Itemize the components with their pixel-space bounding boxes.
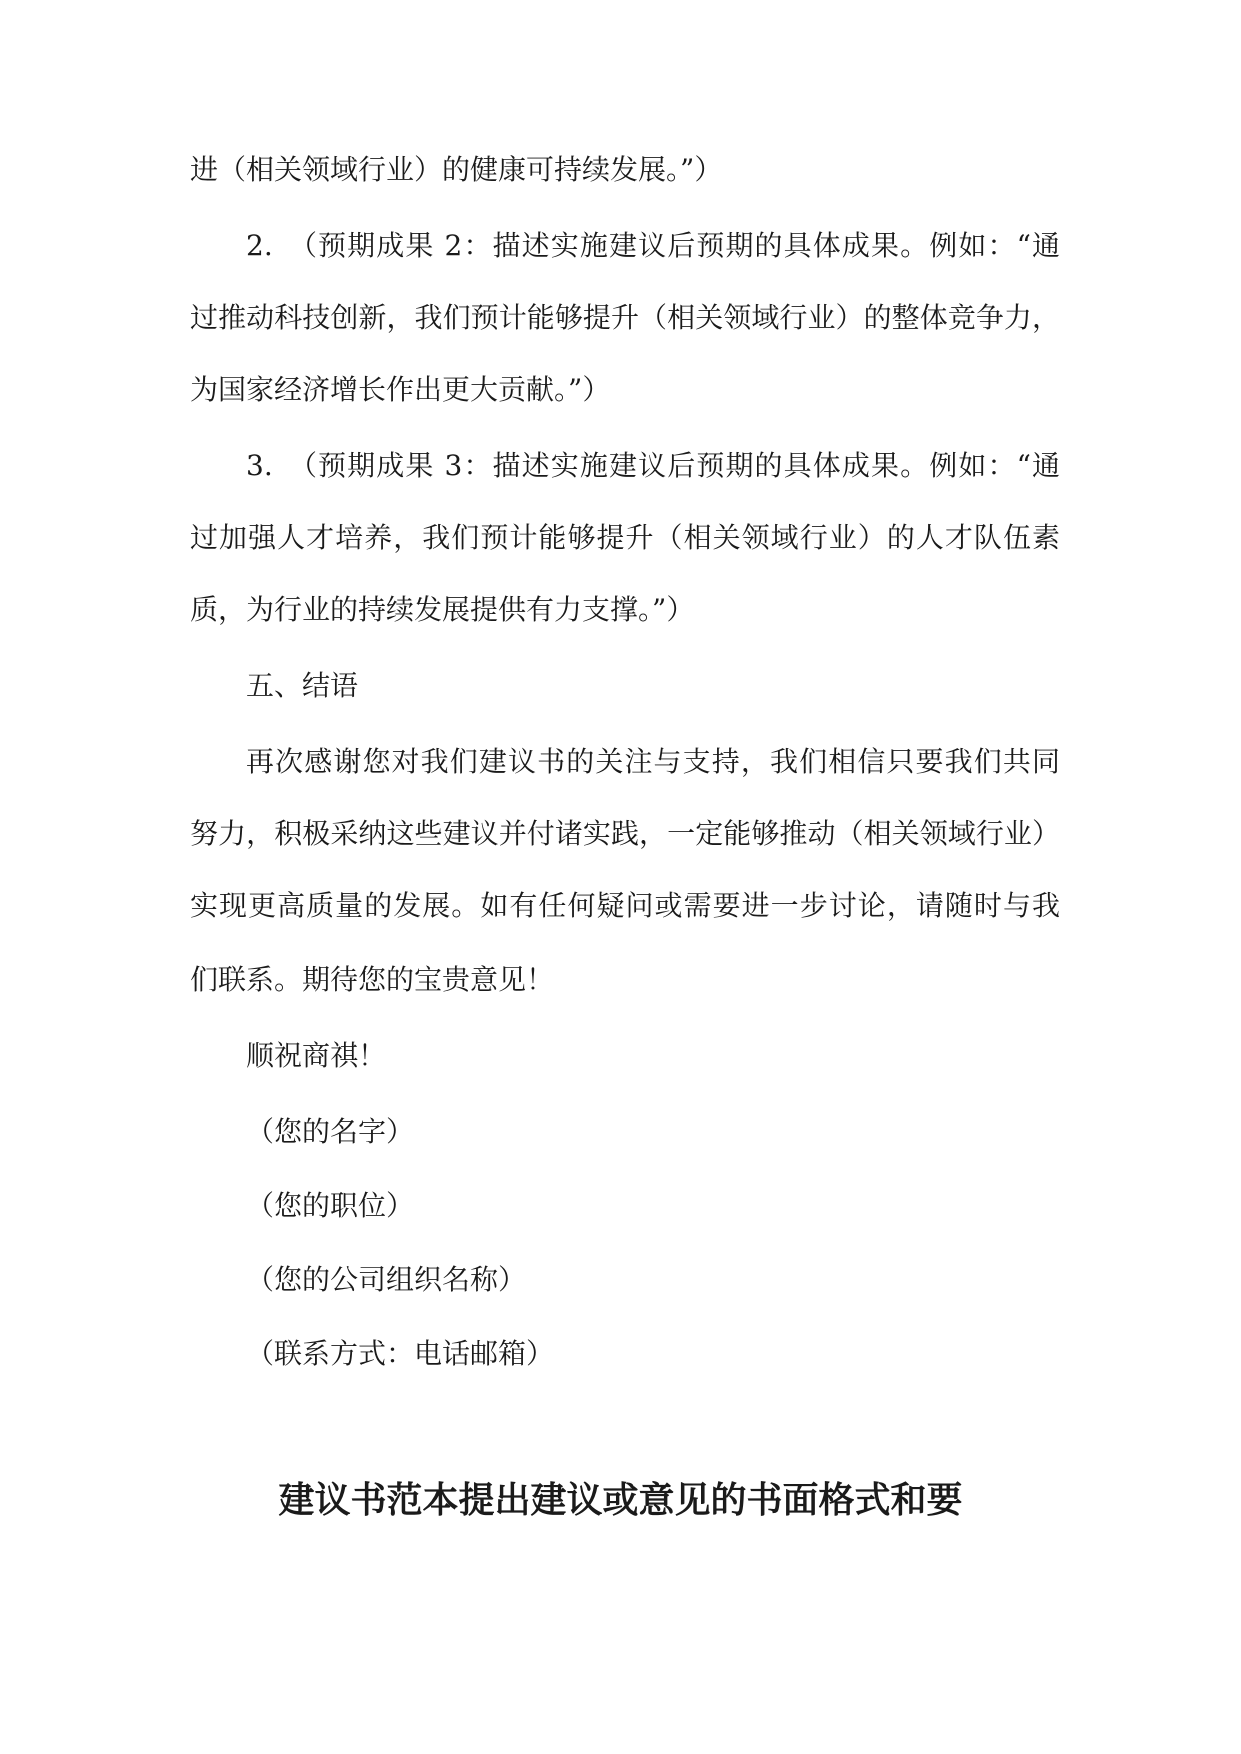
paragraph-line: 努力，积极采纳这些建议并付诸实践，一定能够推动（相关领域行业） bbox=[190, 817, 1060, 850]
paragraph-line: 们联系。期待您的宝贵意见！ bbox=[190, 963, 555, 996]
document-title: 建议书范本提出建议或意见的书面格式和要 bbox=[278, 1480, 963, 1521]
paragraph-line: 为国家经济增长作出更大贡献。”） bbox=[190, 373, 611, 406]
paragraph-line: 过推动科技创新，我们预计能够提升（相关领域行业）的整体竞争力， bbox=[190, 301, 1060, 334]
signature-name: （您的名字） bbox=[246, 1115, 415, 1148]
paragraph-line: 过加强人才培养，我们预计能够提升（相关领域行业）的人才队伍素 bbox=[190, 521, 1060, 554]
paragraph-line: 进（相关领域行业）的健康可持续发展。”） bbox=[190, 153, 723, 186]
section-heading: 五、结语 bbox=[246, 669, 359, 702]
signature-contact: （联系方式：电话邮箱） bbox=[246, 1337, 555, 1370]
signature-position: （您的职位） bbox=[246, 1189, 415, 1222]
closing-salutation: 顺祝商祺！ bbox=[246, 1039, 387, 1072]
list-item-2-line: 2. （预期成果 2：描述实施建议后预期的具体成果。例如：“通 bbox=[246, 229, 1060, 262]
paragraph-line: 质，为行业的持续发展提供有力支撑。”） bbox=[190, 593, 695, 626]
signature-organization: （您的公司组织名称） bbox=[246, 1263, 527, 1296]
paragraph-line: 实现更高质量的发展。如有任何疑问或需要进一步讨论，请随时与我 bbox=[190, 889, 1060, 922]
list-item-3-line: 3. （预期成果 3：描述实施建议后预期的具体成果。例如：“通 bbox=[246, 449, 1060, 482]
paragraph-line: 再次感谢您对我们建议书的关注与支持，我们相信只要我们共同 bbox=[246, 745, 1060, 778]
